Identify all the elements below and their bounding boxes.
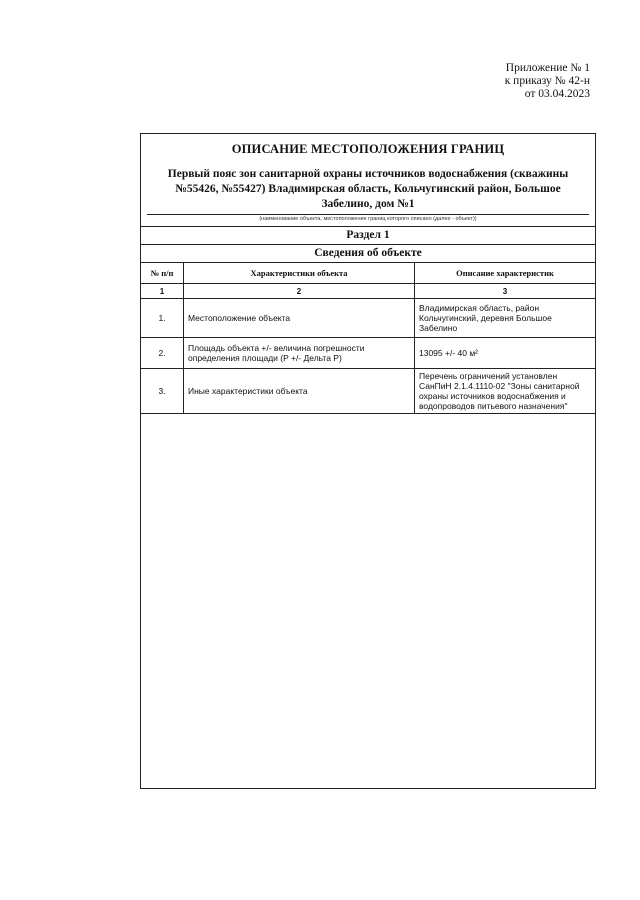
column-number-3: 3 [415, 284, 596, 299]
row-description: Владимирская область, район Кольчугинский, деревня Большое Забелино [415, 299, 596, 338]
header-description: Описание характеристик [415, 263, 596, 284]
table-row [141, 338, 595, 369]
row-number: 1. [141, 299, 184, 338]
column-number-1: 1 [141, 284, 184, 299]
row-description: 13095 +/- 40 м² [415, 338, 596, 369]
section-label: Раздел 1 [141, 226, 595, 244]
row-number: 3. [141, 369, 184, 414]
row-number: 2. [141, 338, 184, 369]
row-characteristic: Местоположение объекта [184, 299, 415, 338]
object-name-underline [147, 214, 589, 215]
document-frame [140, 133, 596, 789]
row-characteristic: Площадь объекта +/- величина погрешности определения площади (P +/- Дельта P) [184, 338, 415, 369]
header-characteristic: Характеристики объекта [184, 263, 415, 284]
column-number-row [141, 284, 595, 299]
row-description: Перечень ограничений установлен СанПиН 2.1.4.1110-02 "Зоны санитарной охраны источников водоснабжения и водопроводов питьевого назначения" [415, 369, 596, 414]
table-row [141, 299, 595, 338]
table-header-row [141, 263, 595, 284]
document-title: ОПИСАНИЕ МЕСТОПОЛОЖЕНИЯ ГРАНИЦ [231, 142, 505, 156]
header-number: № п/п [141, 263, 184, 284]
object-info-table [141, 262, 595, 414]
row-characteristic: Иные характеристики объекта [184, 369, 415, 414]
table-row [141, 369, 595, 414]
appendix-line-3: от 03.04.2023 [524, 88, 590, 100]
object-name: Первый пояс зон санитарной охраны источников водоснабжения (скважины №55426, №55427) Владимирская область, Кольчугинский район, Большое Забелино, дом №1 [167, 168, 569, 210]
appendix-line-2: к приказу № 42-н [504, 75, 590, 87]
appendix-reference [505, 62, 590, 101]
appendix-line-1: Приложение № 1 [505, 62, 590, 74]
object-name-caption: (наименование объекта, местоположение границ которого описано (далее - объект)) [259, 216, 477, 222]
section-heading: Сведения об объекте [141, 244, 595, 262]
column-number-2: 2 [184, 284, 415, 299]
